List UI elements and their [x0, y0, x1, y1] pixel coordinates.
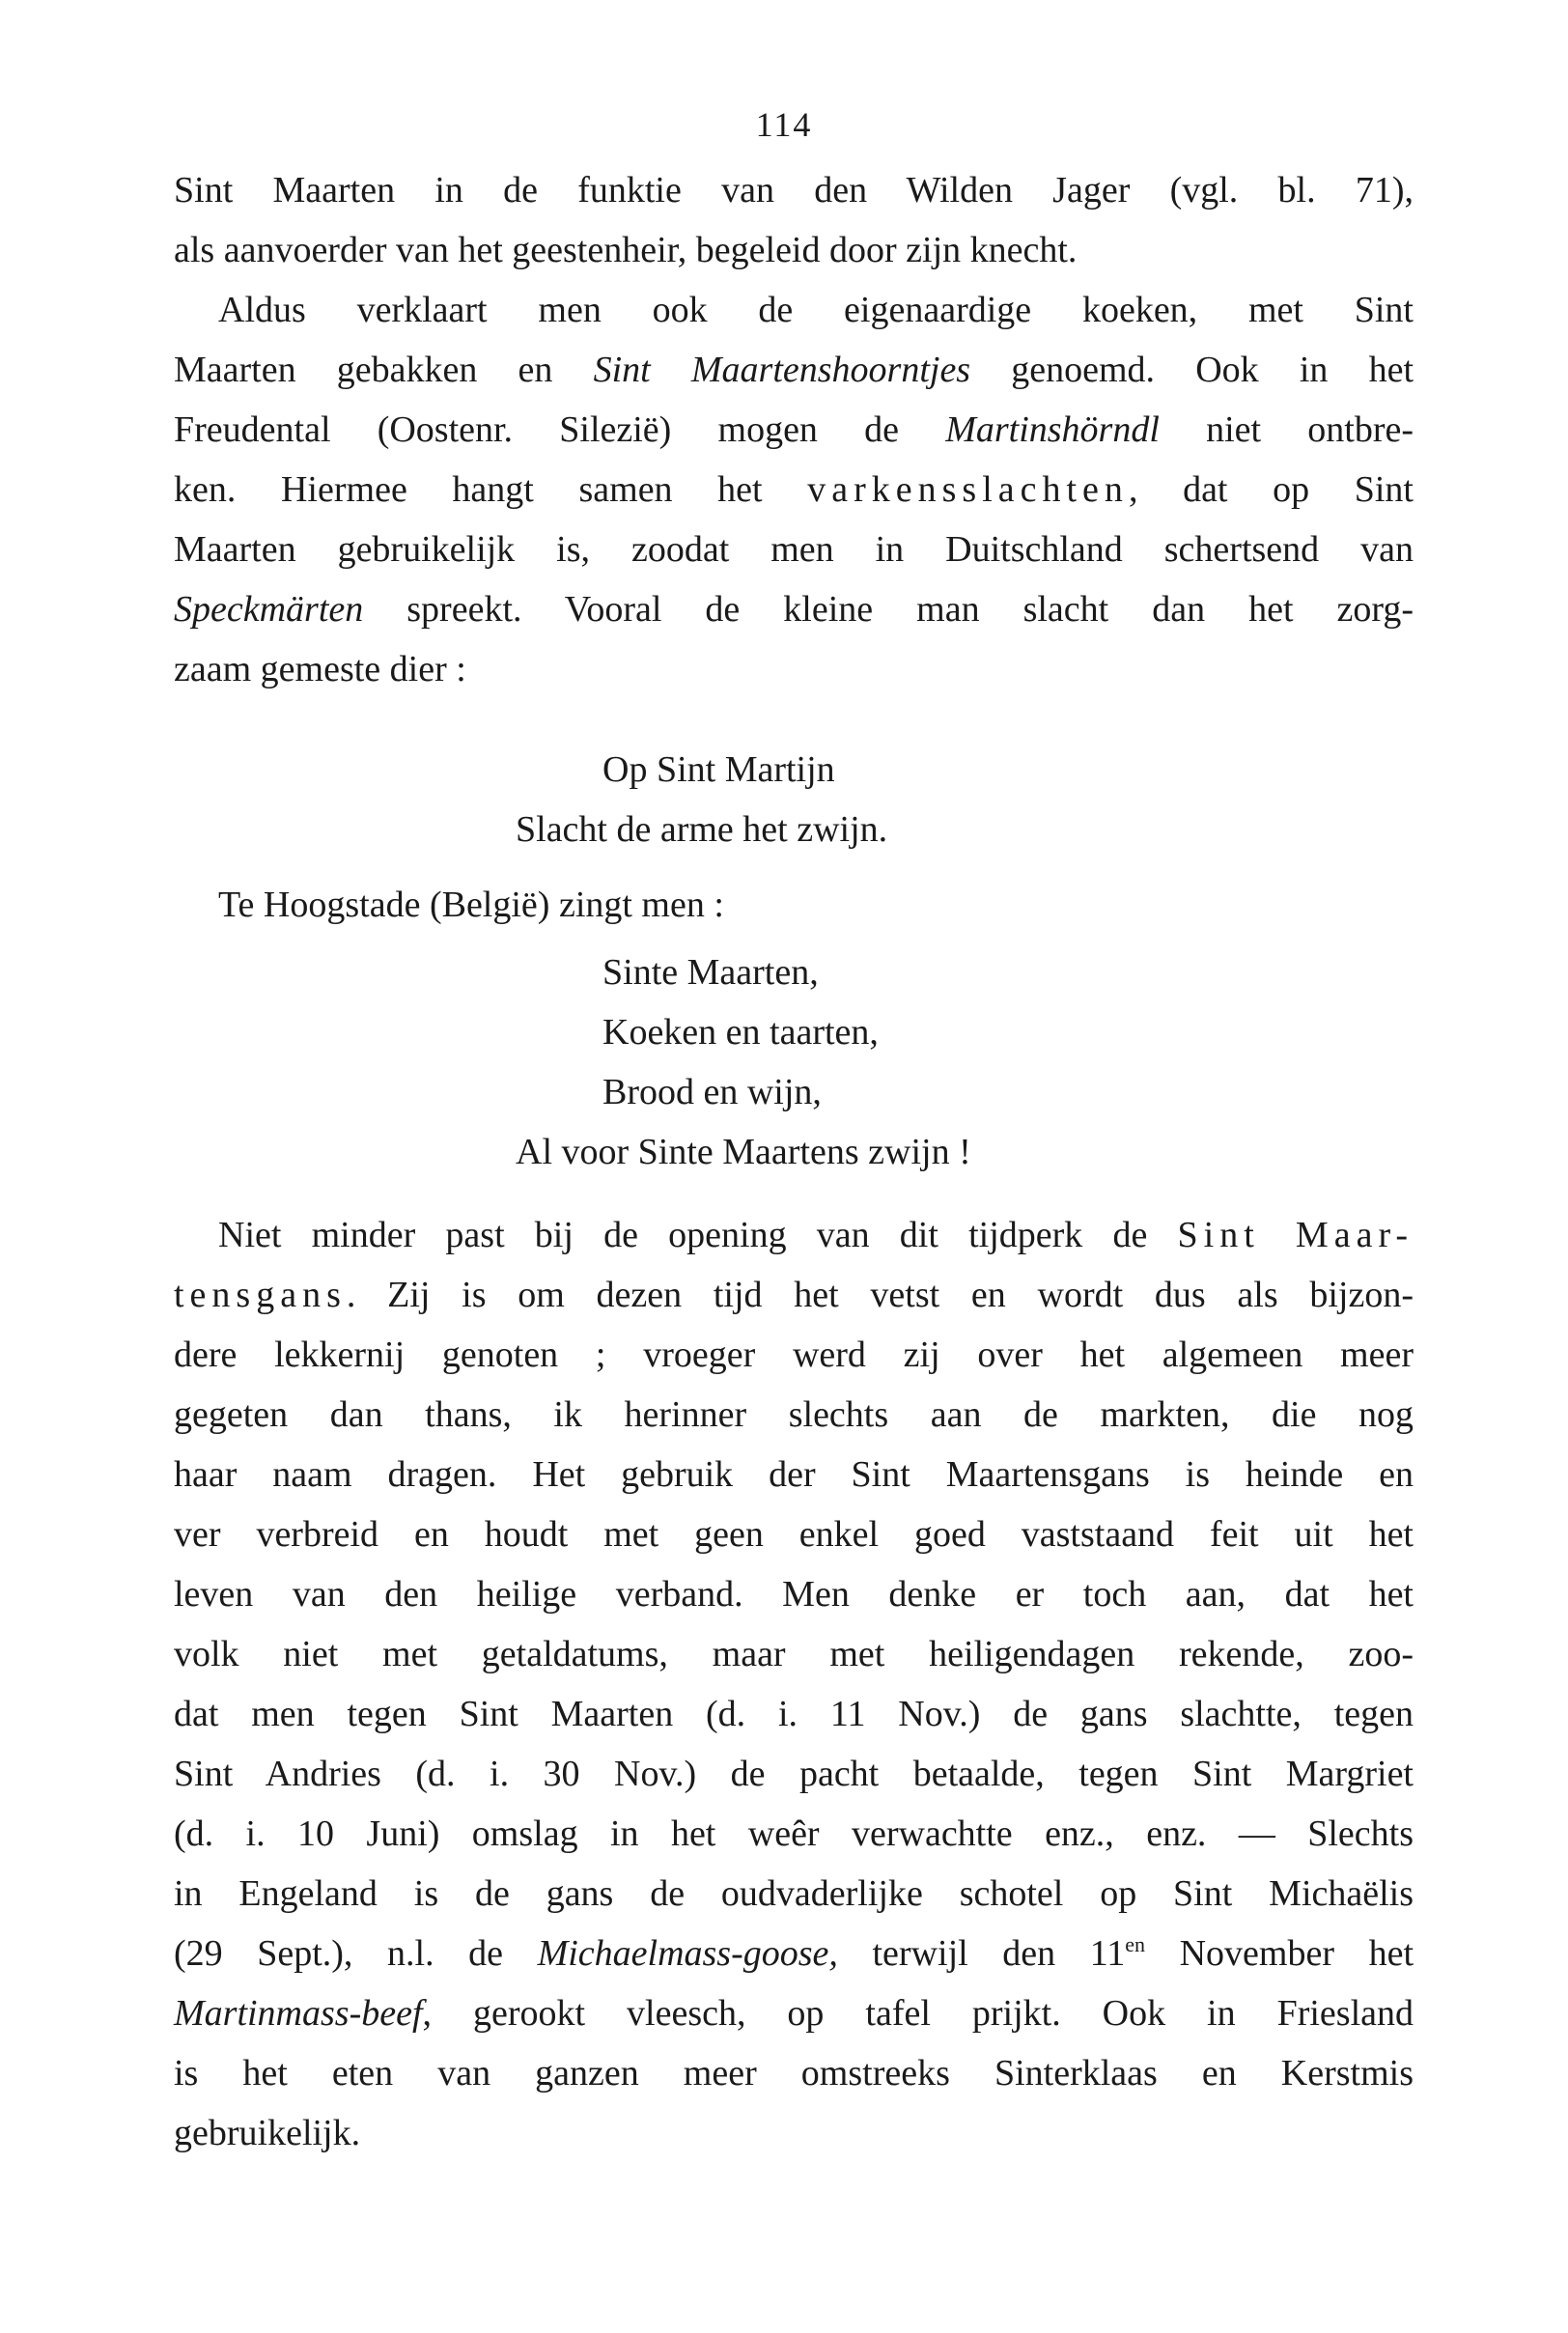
text-line	[174, 1924, 1414, 1983]
verse-line: Sinte Maarten,	[602, 952, 819, 993]
text-line: Te Hoogstade (België) zingt men :	[218, 885, 724, 925]
text-span: (29 Sept.), n.l. de	[174, 1933, 538, 1974]
text-line: Maarten gebruikelijk is, zoodat men in Duitschland schertsend van	[174, 529, 1414, 570]
text-line	[174, 340, 1414, 400]
text-line: gegeten dan thans, ik herinner slechts aan de markten, die nog	[174, 1394, 1414, 1435]
verse-2	[516, 942, 971, 1182]
page-number: 114	[755, 105, 813, 144]
verse-line: Brood en wijn,	[602, 1072, 822, 1112]
italic-term: Martinmass-beef	[174, 1993, 423, 2034]
text-line: is het eten van ganzen meer omstreeks Sinterklaas en Kerstmis	[174, 2053, 1414, 2094]
text-line: zaam gemeste dier :	[174, 649, 466, 689]
text-span: Freudental (Oostenr. Silezië) mogen de	[174, 409, 946, 450]
text-span: , dat op Sint	[1128, 469, 1414, 510]
text-line: in Engeland is de gans de oudvaderlijke schotel op Sint Michaëlis	[174, 1873, 1414, 1914]
verse-line: Slacht de arme het zwijn.	[516, 809, 888, 850]
text-line	[174, 400, 1414, 460]
text-line: dat men tegen Sint Maarten (d. i. 11 Nov.) de gans slachtte, tegen	[174, 1694, 1414, 1734]
text-line: gebruikelijk.	[174, 2113, 361, 2153]
verse-line: Op Sint Martijn	[602, 749, 835, 790]
italic-term: Speckmärten	[174, 589, 364, 630]
verse-line: Koeken en taarten,	[602, 1012, 879, 1053]
text-span: terwijl den 11	[837, 1933, 1126, 1974]
text-span: November het	[1145, 1933, 1414, 1974]
text-span: . Zij is om dezen tijd het vetst en wordt dus als bijzon-	[346, 1275, 1414, 1315]
spaced-term: tensgans	[174, 1275, 347, 1315]
text-line: volk niet met getaldatums, maar met heiligendagen rekende, zoo-	[174, 1634, 1414, 1674]
text-line: Aldus verklaart men ook de eigenaardige koeken, met Sint	[218, 290, 1414, 330]
text-span: niet ontbre-	[1159, 409, 1414, 450]
italic-term: Sint Maartenshoorntjes	[593, 350, 971, 390]
text-line: ver verbreid en houdt met geen enkel goed vaststaand feit uit het	[174, 1514, 1414, 1555]
spaced-term: varkensslachten	[807, 469, 1129, 510]
text-span: spreekt. Vooral de kleine man slacht dan het zorg-	[363, 589, 1414, 630]
text-span: Maarten gebakken en	[174, 350, 594, 390]
text-line	[174, 579, 1414, 639]
text-line: (d. i. 10 Juni) omslag in het weêr verwachtte enz., enz. — Slechts	[174, 1813, 1414, 1854]
superscript: en	[1125, 1932, 1146, 1956]
paragraph-2	[174, 280, 1414, 699]
text-line: haar naam dragen. Het gebruik der Sint Maartensgans is heinde en	[174, 1454, 1414, 1495]
text-span: genoemd. Ook in het	[970, 350, 1414, 390]
paragraph-4	[174, 1205, 1414, 2163]
text-line	[174, 1265, 1414, 1325]
text-line: als aanvoerder van het geestenheir, begeleid door zijn knecht.	[174, 230, 1078, 270]
verse-line: Al voor Sinte Maartens zwijn !	[516, 1132, 971, 1172]
text-line: leven van den heilige verband. Men denke er toch aan, dat het	[174, 1574, 1414, 1615]
text-line: dere lekkernij genoten ; vroeger werd zij over het algemeen meer	[174, 1335, 1414, 1375]
text-line	[174, 1983, 1414, 2043]
paragraph-3	[174, 875, 1414, 935]
verse-1	[516, 740, 887, 859]
paragraph-1	[174, 160, 1414, 280]
text-line: Sint Maarten in de funktie van den Wilden Jager (vgl. bl. 71),	[174, 170, 1414, 211]
italic-term: Martinshörndl	[945, 409, 1160, 450]
text-line: Sint Andries (d. i. 30 Nov.) de pacht betaalde, tegen Sint Margriet	[174, 1754, 1414, 1794]
italic-term: Michaelmass-goose,	[537, 1933, 838, 1974]
text-line	[174, 1205, 1414, 1265]
spaced-term: Sint Maar-	[1177, 1215, 1414, 1255]
text-span: Niet minder past bij de opening van dit tijdperk de	[218, 1215, 1178, 1255]
text-line	[174, 460, 1414, 520]
text-span: ken. Hiermee hangt samen het	[174, 469, 808, 510]
text-span: , gerookt vleesch, op tafel prijkt. Ook in Friesland	[422, 1993, 1414, 2034]
